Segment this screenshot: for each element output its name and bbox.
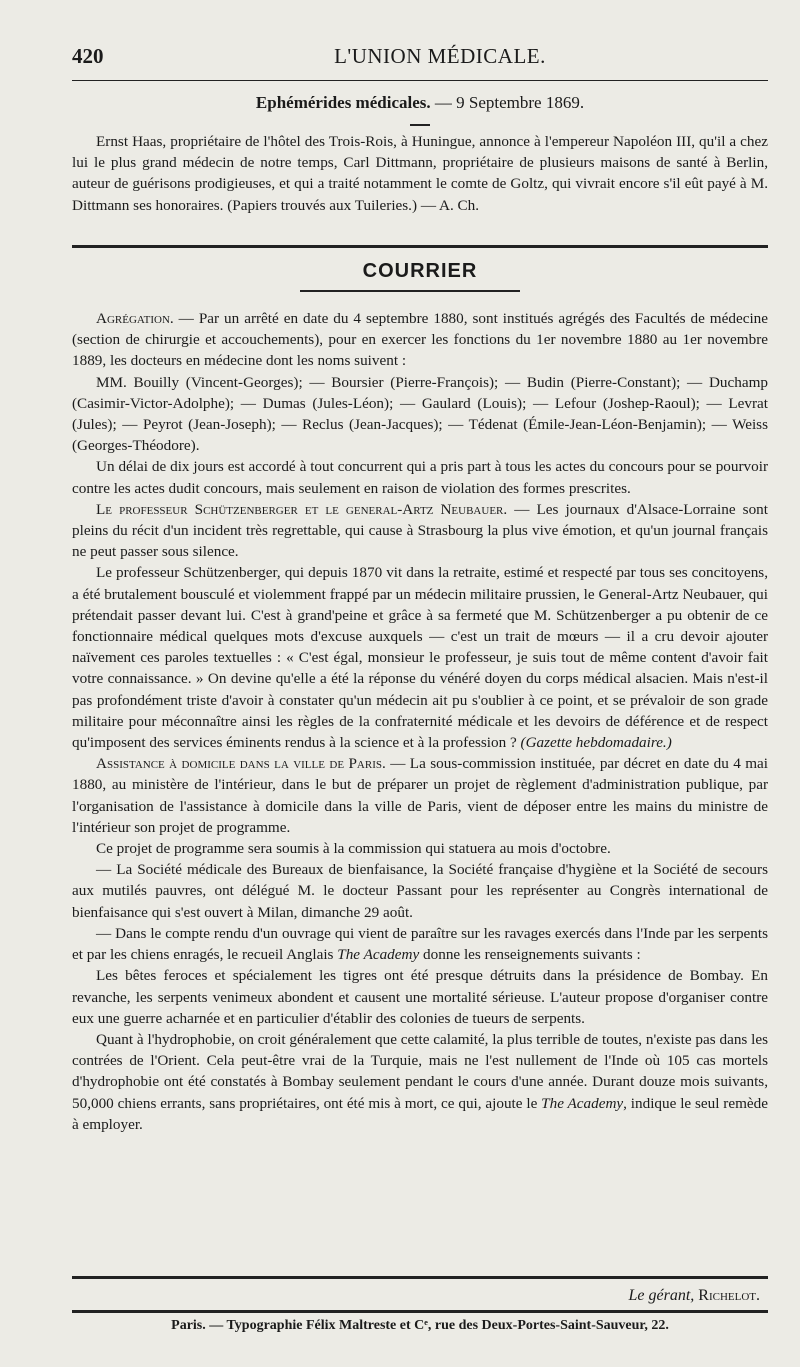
ephemerides-title-date: — 9 Septembre 1869. [430,93,585,112]
inde-p3-b: , indique le seul remède à employer. [72,1094,768,1133]
inde-p1-journal: The Academy [337,946,420,964]
end-rule [72,1276,768,1279]
schutzenberger-paragraph-2 [72,562,768,753]
inde-paragraph-3 [72,1029,768,1135]
courrier-body [72,308,768,1135]
inde-p1-a: — Dans le compte rendu d'un ouvrage qui vient de paraître sur les ravages exercés dans l'Inde par les serpents et par les chiens enragés, le recueil Anglais [72,924,768,964]
courrier-rule [300,290,520,292]
page-header [72,40,768,80]
section-separator-rule [72,245,768,248]
agregation-text: — Par un arrêté en date du 4 septembre 1880, sont institués agrégés des Facultés de médecine (section de chirurgie et accouchements), pour en exercer les fonctions du 1er novembre 1880 au 1er novembre 1889, les docteurs en médecine dont les noms suivent : [72,310,768,370]
assistance-paragraph-2: Ce projet de programme sera soumis à la commission qui statuera au mois d'octobre. [96,840,611,858]
running-title: L'UNION MÉDICALE. [334,44,546,68]
footer-rule [72,1310,768,1313]
ephemerides-text: Ernst Haas, propriétaire de l'hôtel des Trois-Rois, à Huningue, annonce à l'empereur Napoléon III, qu'il a chez lui le plus grand médecin de notre temps, Carl Dittmann, propriétaire de plusieurs maisons de santé à Berlin, auteur de guérisons prodigieuses, et qui a traité notamment le comte de Goltz, qui vivrait encore s'il eût payé à M. Dittmann ses honoraires. (Papiers trouvés aux Tuileries.) — A. Ch. [72,133,768,214]
header-rule [72,80,768,81]
schutzenberger-source: (Gazette hebdomadaire.) [520,734,672,752]
page-number: 420 [72,44,104,68]
signature [629,1287,761,1305]
ephemerides-title-bold: Ephémérides médicales. [255,93,431,112]
inde-p3-a: Quant à l'hydrophobie, on croit généralement que cette calamité, la plus terrible de toutes, n'existe pas dans les contrées de l'Orient. Cela peut-être vrai de la Turquie, mais ne l'est nullement de l'Inde où 105 cas mortels d'hydrophobie ont été constatés à Bombay seulement pendant le cours d'une année. Durant douze mois suivants, 50,000 chiens errants, sans propriétaires, ont été mis à mort, ce qui, ajoute le [72,1030,768,1112]
schutzenberger-para2: Le professeur Schützenberger, qui depuis 1870 vit dans la retraite, estimé et respecté par tous ses concitoyens, a été brutalement bousculé et violemment frappé par un médecin militaire prussien, le General-Artz Neubauer, qui prétendait passer devant lui. C'est à grand'peine et grâce à sa fermeté que M. Schützenberger a pu obtenir de ce fonctionnaire médical quelques mots d'excuse auxquels — c'est un trait de mœurs — il a cru devoir ajouter naïvement ces paroles textuelles : « C'est égal, monsieur le professeur, je suis tout de même content d'avoir fait votre connaissance. » On devine qu'elle a été la réponse du vénéré doyen du corps médical alsacien. Mais n'est-il pas profondément triste d'avoir à constater qu'un médecin ait pu s'oublier à ce point, et se prévaloir de son grade militaire pour méconnaître ainsi les règles de la confraternité médicale et les devoirs de déférence et de respect qu'imposent des services éminents rendus à la science et à la profession ? [72,564,768,752]
ephemerides-text-block [72,131,768,216]
inde-p3-journal: The Academy [541,1094,624,1112]
courrier-title: COURRIER [362,260,478,282]
agregation-names: MM. Bouilly (Vincent-Georges); — Boursier (Pierre-François); — Budin (Pierre-Constant); — Duchamp (Casimir-Victor-Adolphe); — Dumas (Jules-Léon); — Gaulard (Louis); — Lefour (Joshep-Raoul); — Levrat (Jules); — Peyrot (Jean-Joseph); — Reclus (Jean-Jacques); — Tédenat (Émile-Jean-Léon-Benjamin); — Weiss (Georges-Théodore). [72,373,768,455]
ephemerides-title [72,93,768,113]
agregation-lead: Agrégation. [96,310,174,327]
printer-footer: Paris. — Typographie Félix Maltreste et Cᵉ, rue des Deux-Portes-Saint-Sauveur, 22. [171,1318,669,1333]
signature-name: Richelot. [698,1287,760,1304]
inde-paragraph-1 [72,923,768,965]
schutzenberger-lead: Le professeur Schützenberger et le general-Artz Neubauer. [96,500,508,518]
bienfaisance-paragraph: — La Société médicale des Bureaux de bienfaisance, la Société française d'hygiène et la Société de secours aux mutilés pauvres, ont délégué M. le docteur Passant pour les représenter au Congrès international de bienfaisance qui s'est ouvert à Milan, dimanche 29 août. [72,861,768,921]
assistance-text: — La sous-commission instituée, par décret en date du 4 mai 1880, au ministère de l'intérieur, dans le but de préparer un projet de règlement d'administration publique, par l'organisation de l'assistance à domicile dans la ville de Paris, vient de déposer entre les mains du ministre de l'intérieur son projet de programme. [72,755,769,836]
schutzenberger-paragraph [72,499,768,563]
schutzenberger-text: — Les journaux d'Alsace-Lorraine sont pleins du récit d'un incident très regrettable, qui cause à Strasbourg la plus vive émotion, et qu'un journal français ne peut passer sous silence. [72,500,768,561]
inde-paragraph-2: Les bêtes feroces et spécialement les tigres ont été presque détruits dans la présidence de Bombay. En revanche, les serpents venimeux abondent et causent une mortalité sérieuse. L'auteur propose d'organiser contre eux une guerre acharnée et en particulier d'établir des colonies de tueurs de serpents. [72,967,768,1027]
inde-p1-b: donne les renseignements suivants : [419,946,641,964]
agregation-delay: Un délai de dix jours est accordé à tout concurrent qui a pris part à tous les actes du concours pour se pourvoir contre les actes dudit concours, mais seulement en raison de violation des formes prescrites. [72,458,768,497]
assistance-lead: Assistance à domicile dans la ville de Paris. [96,755,386,773]
agregation-paragraph [72,308,768,372]
signature-label: Le gérant, [628,1287,695,1304]
ephemerides-rule [410,124,430,126]
assistance-paragraph [72,753,768,838]
